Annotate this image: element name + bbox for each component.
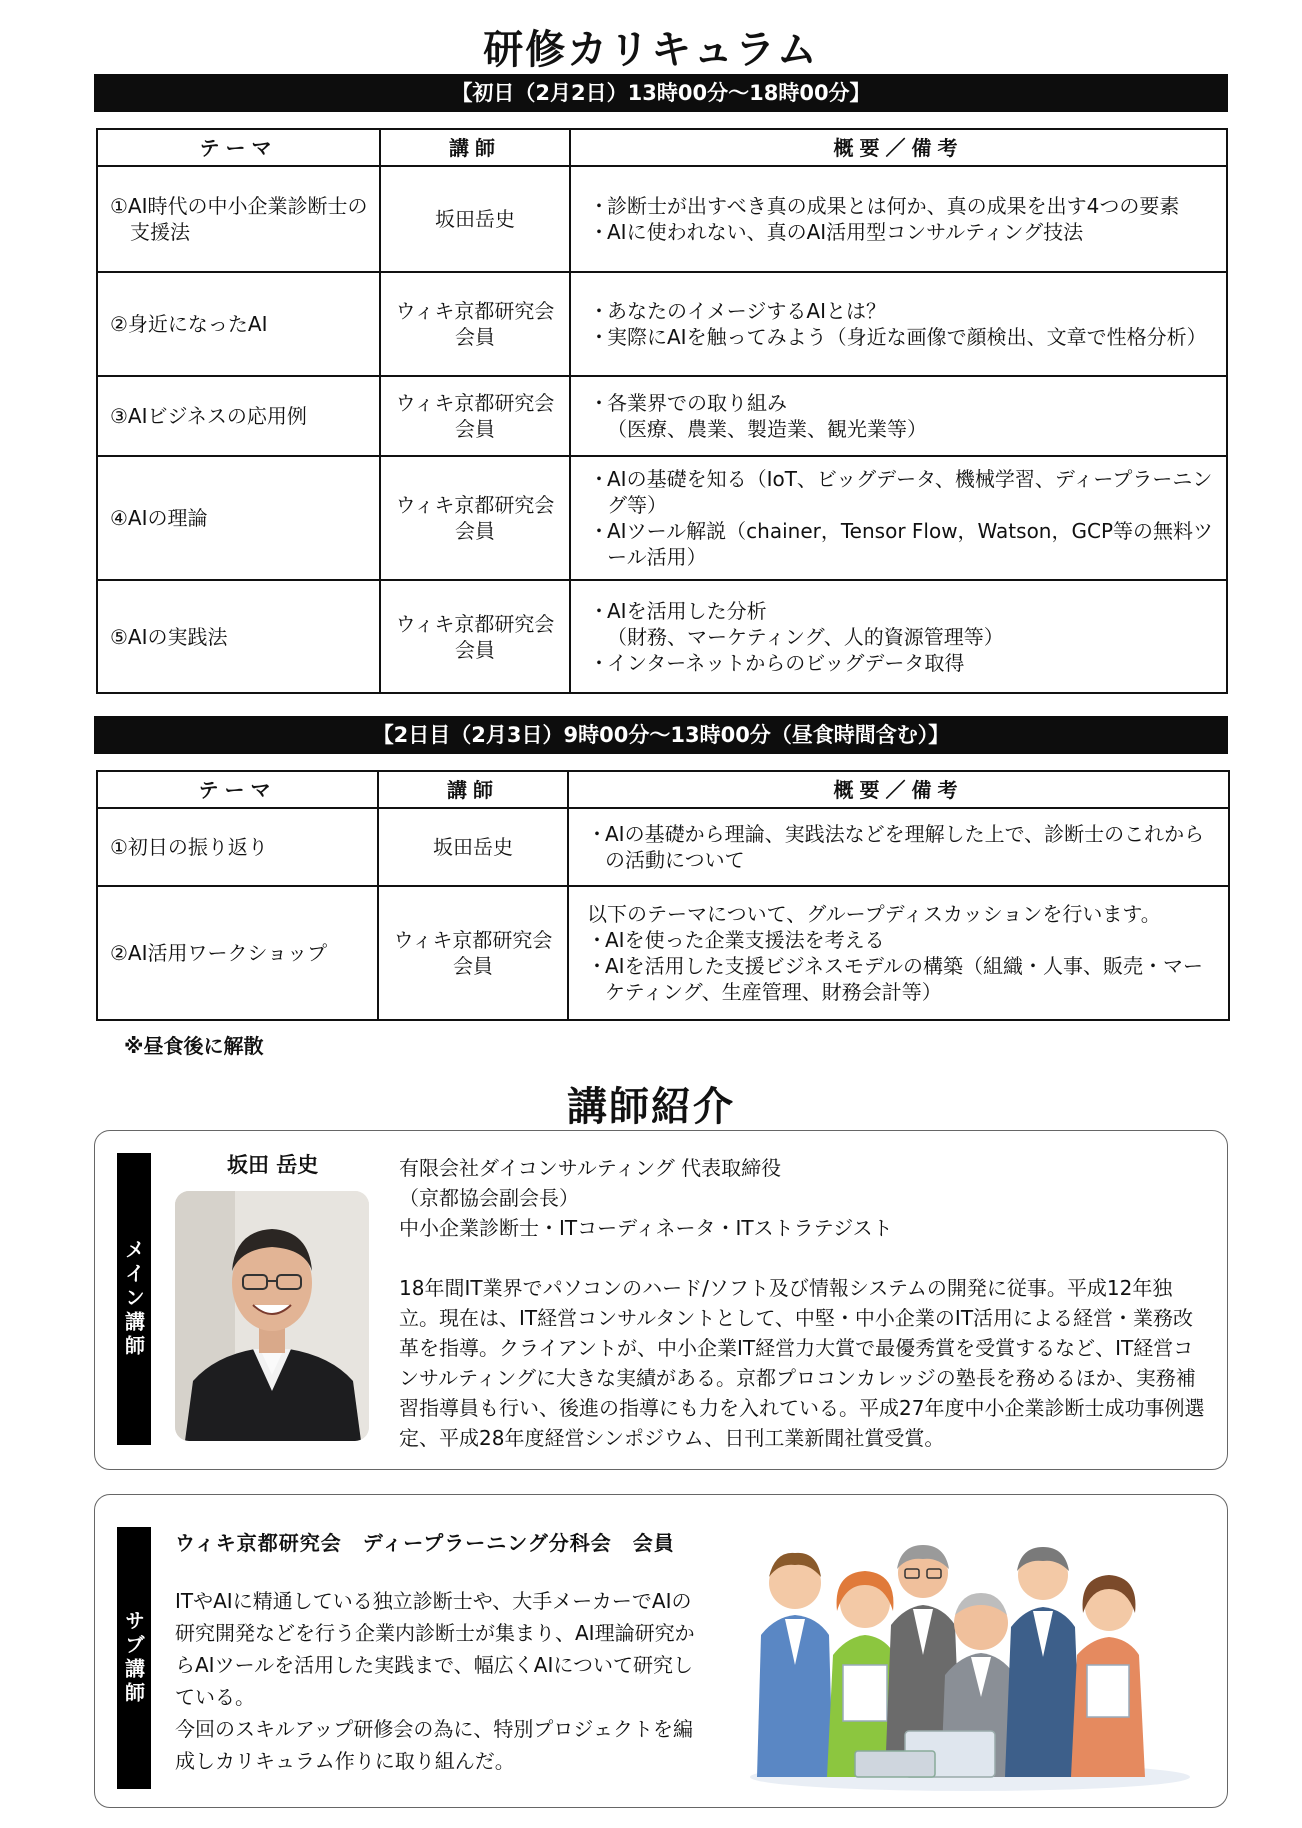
table-row	[97, 808, 1229, 886]
notes-cell	[570, 272, 1227, 376]
note-item	[589, 650, 1216, 676]
lecturer-text: ウィキ京都研究会	[395, 611, 555, 636]
table-header-row	[97, 129, 1227, 166]
note-text: AIを使った企業支援法を考える	[605, 928, 885, 952]
theme-cell	[97, 886, 378, 1020]
person-figure	[757, 1553, 833, 1777]
day2-schedule-bar: 【2日目（2月3日）9時00分～13時00分（昼食時間含む）】	[94, 716, 1228, 754]
note-item	[589, 598, 1216, 624]
bullet-icon: ・	[587, 822, 607, 846]
theme-text: ⑤AIの実践法	[110, 624, 228, 649]
header-lecturer: 講師	[380, 129, 570, 166]
note-text: 診断士が出すべき真の成果とは何か、真の成果を出す4つの要素	[607, 194, 1180, 218]
main-lecturer-qualifications: 中小企業診断士・ITコーディネータ・ITストラテジスト	[399, 1216, 893, 1240]
note-text: 実際にAIを触ってみよう（身近な画像で顔検出、文章で性格分析）	[607, 325, 1207, 349]
note-text: （財務、マーケティング、人的資源管理等）	[607, 624, 1004, 649]
lecturer-cell	[380, 272, 570, 376]
lecturer-text: 会員	[455, 417, 495, 441]
note-text: 各業界での取り組み	[607, 391, 787, 415]
person-figure	[1005, 1547, 1081, 1777]
day1-schedule-bar: 【初日（2月2日）13時00分～18時00分】	[94, 74, 1228, 112]
note-text: あなたのイメージするAIとは？	[607, 299, 886, 323]
note-text: AIの基礎を知る（IoT、ビッグデータ、機械学習、ディープラーニング等）	[607, 467, 1213, 517]
bullet-icon: ・	[589, 194, 609, 218]
note-item	[589, 219, 1216, 245]
footnote: ※昼食後に解散	[124, 1034, 264, 1058]
bullet-icon: ・	[587, 954, 607, 978]
curriculum-title: 研修カリキュラム	[483, 27, 819, 73]
lecturer-text: 会員	[455, 325, 495, 349]
note-item	[589, 416, 1216, 442]
theme-cell	[97, 166, 380, 272]
lecturer-text: ウィキ京都研究会	[395, 493, 555, 517]
lecturer-cell	[380, 166, 570, 272]
main-lecturer-role: （京都協会副会長）	[399, 1186, 579, 1210]
sub-lecturer-desc-paragraph: ITやAIに精通している独立診断士や、大手メーカーでAIの研究開発などを行う企業内診断士が集まり、AI理論研究からAIツールを活用した実践まで、幅広くAIについて研究している。	[175, 1589, 695, 1709]
sub-lecturer-description	[175, 1585, 711, 1777]
note-text: AIを活用した分析	[607, 598, 767, 623]
notes-cell	[568, 808, 1229, 886]
note-item	[589, 324, 1216, 350]
notes-cell	[570, 580, 1227, 693]
theme-text: ②AI活用ワークショップ	[110, 941, 328, 965]
theme-text: ③AIビジネスの応用例	[110, 404, 307, 428]
notes-lead-text: 以下のテーマについて、グループディスカッションを行います。	[587, 902, 1161, 926]
table-row	[97, 456, 1227, 580]
theme-text: ②身近になったAI	[110, 312, 268, 336]
lecturer-photo	[175, 1191, 369, 1441]
header-notes: 概要／備考	[570, 129, 1227, 166]
theme-cell	[97, 580, 380, 693]
sub-lecturer-desc-paragraph: 今回のスキルアップ研修会の為に、特別プロジェクトを編成しカリキュラム作りに取り組んだ。	[175, 1717, 693, 1773]
theme-cell	[97, 808, 378, 886]
notes-cell	[570, 166, 1227, 272]
main-lecturer-title: 有限会社ダイコンサルティング 代表取締役	[399, 1156, 782, 1180]
theme-text: 支援法	[110, 220, 190, 244]
note-text: （医療、農業、製造業、観光業等）	[607, 417, 927, 441]
bullet-icon: ・	[589, 325, 609, 349]
lecturer-text: 坂田岳史	[433, 835, 513, 859]
lecturer-cell	[380, 456, 570, 580]
notes-cell	[570, 456, 1227, 580]
bullet-icon: ・	[587, 928, 607, 952]
note-item	[587, 821, 1218, 873]
table-row	[97, 166, 1227, 272]
note-item	[589, 390, 1216, 416]
main-lecturer-name: 坂田 岳史	[227, 1153, 319, 1177]
note-item	[589, 193, 1216, 219]
bullet-icon: ・	[589, 650, 609, 675]
theme-cell	[97, 456, 380, 580]
person-figure	[1071, 1575, 1145, 1777]
theme-text: ①初日の振り返り	[110, 835, 268, 859]
table-row	[97, 886, 1229, 1020]
header-theme: テーマ	[97, 771, 378, 808]
lecturer-cell	[378, 886, 568, 1020]
table-header-row	[97, 771, 1229, 808]
theme-cell	[97, 272, 380, 376]
main-lecturer-card	[94, 1130, 1228, 1470]
lecturer-cell	[378, 808, 568, 886]
lecturer-text: 坂田岳史	[435, 207, 515, 231]
bullet-icon: ・	[589, 220, 609, 244]
header-lecturer: 講師	[378, 771, 568, 808]
header-notes: 概要／備考	[568, 771, 1229, 808]
bullet-icon: ・	[589, 391, 609, 415]
lecturer-text: ウィキ京都研究会	[395, 299, 555, 323]
lecturer-text: 会員	[455, 637, 495, 662]
theme-cell	[97, 376, 380, 456]
note-item	[587, 953, 1218, 1005]
bullet-icon: ・	[589, 598, 609, 623]
lecturer-text: 会員	[453, 954, 493, 978]
note-item	[589, 624, 1216, 650]
bullet-icon: ・	[589, 467, 609, 491]
note-text: インターネットからのビッグデータ取得	[607, 650, 965, 675]
note-item	[589, 298, 1216, 324]
theme-text: ④AIの理論	[110, 506, 208, 530]
bullet-icon: ・	[589, 519, 609, 543]
header-theme: テーマ	[97, 129, 380, 166]
note-text: AIに使われない、真のAI活用型コンサルティング技法	[607, 220, 1084, 244]
lecturer-cell	[380, 376, 570, 456]
lecturer-text: ウィキ京都研究会	[393, 928, 553, 952]
day2-curriculum-table	[96, 770, 1230, 1021]
lecturer-text: ウィキ京都研究会	[395, 391, 555, 415]
group-people-illustration	[735, 1515, 1205, 1795]
main-lecturer-tag: メイン講師	[117, 1153, 151, 1445]
note-text: AIの基礎から理論、実践法などを理解した上で、診断士のこれからの活動について	[605, 822, 1205, 872]
main-lecturer-bio: 18年間IT業界でパソコンのハード/ソフト及び情報システムの開発に従事。平成12年独立。現在は、IT経営コンサルタントとして、中堅・中小企業のIT活用による経営・業務改革を指導。クライアントが、中小企業IT経営力大賞で最優秀賞を受賞するなど、IT経営コンサルティングに大きな実績がある。京都プロコンカレッジの塾長を務めるほか、実務補習指導員も行い、後進の指導にも力を入れている。平成27年度中小企業診断士成功事例選定、平成28年度経営シンポジウム、日刊工業新聞社賞受賞。	[399, 1276, 1205, 1450]
sub-lecturer-card	[94, 1494, 1228, 1808]
notes-cell	[570, 376, 1227, 456]
table-row	[97, 272, 1227, 376]
note-text: AIを活用した支援ビジネスモデルの構築（組織・人事、販売・マーケティング、生産管理、財務会計等）	[605, 954, 1203, 1004]
bullet-icon: ・	[589, 299, 609, 323]
theme-text: ①AI時代の中小企業診断士の	[110, 194, 368, 218]
sub-lecturer-heading: ウィキ京都研究会 ディープラーニング分科会 会員	[175, 1531, 675, 1555]
lecturer-intro-title: 講師紹介	[567, 1084, 735, 1130]
sub-lecturer-tag: サブ講師	[117, 1527, 151, 1789]
note-text: AIツール解説（chainer，Tensor Flow，Watson，GCP等の無料ツール活用）	[607, 519, 1214, 569]
note-item	[589, 466, 1216, 518]
table-row	[97, 580, 1227, 693]
note-item	[589, 518, 1216, 570]
table-row	[97, 376, 1227, 456]
lecturer-text: 会員	[455, 519, 495, 543]
lecturer-cell	[380, 580, 570, 693]
main-lecturer-info	[399, 1153, 1205, 1453]
notes-cell	[568, 886, 1229, 1020]
day1-curriculum-table	[96, 128, 1228, 694]
note-item	[587, 927, 1218, 953]
